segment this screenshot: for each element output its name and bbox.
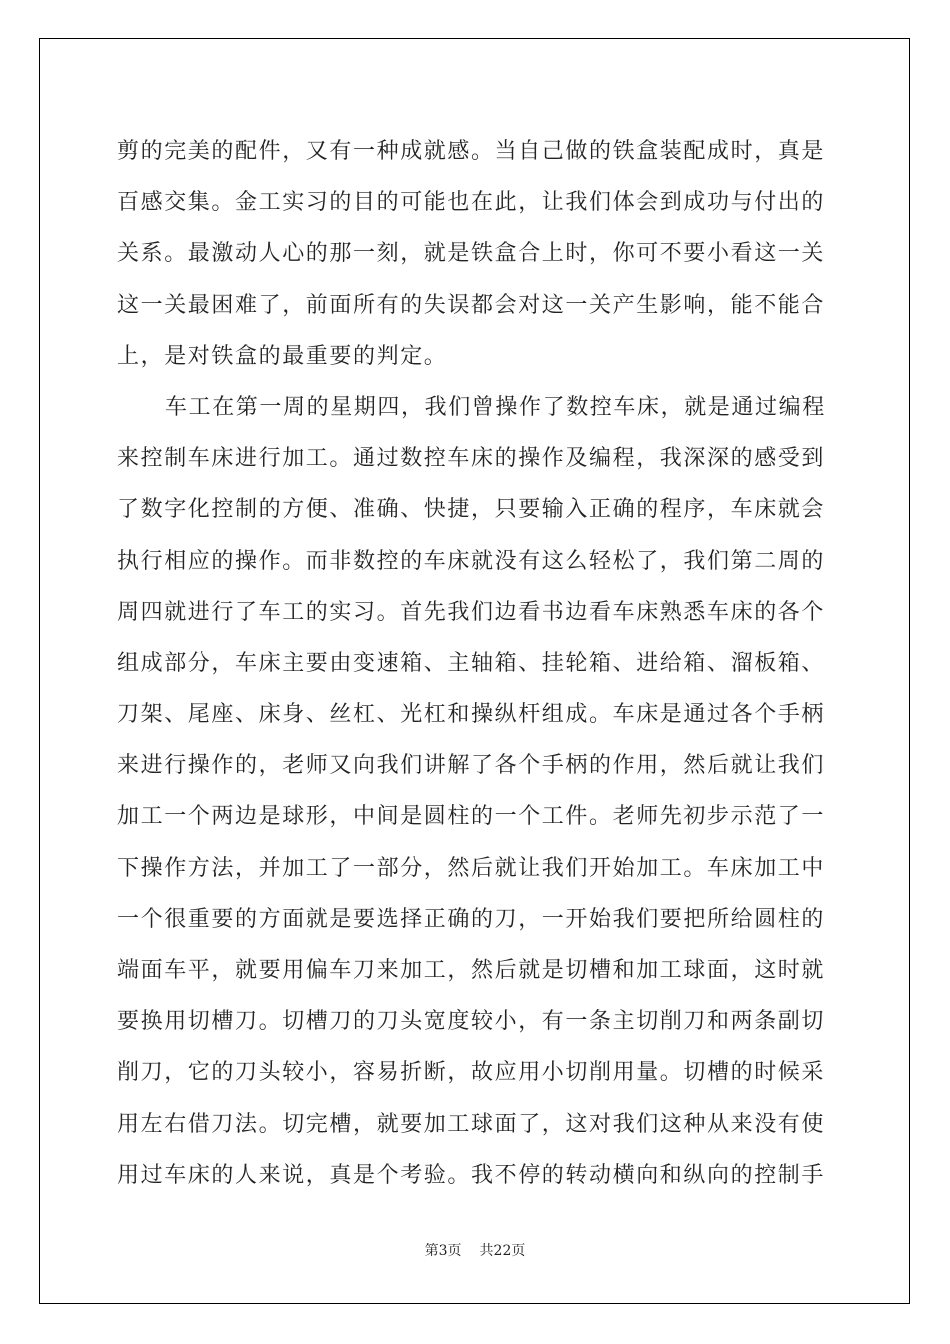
text-line: 来控制车床进行加工。通过数控车床的操作及编程，我深深的感受到 <box>117 446 826 472</box>
text-line: 周四就进行了车工的实习。首先我们边看书边看车床熟悉车床的各个 <box>117 599 826 625</box>
text-line: 上，是对铁盒的最重要的判定。 <box>117 343 448 369</box>
page-number: 第3页 <box>424 1243 462 1259</box>
page-total: 共22页 <box>479 1243 526 1259</box>
text-line: 用左右借刀法。切完槽，就要加工球面了，这对我们这种从来没有使 <box>117 1111 826 1137</box>
paragraph <box>117 126 833 382</box>
text-line: 剪的完美的配件，又有一种成就感。当自己做的铁盒装配成时，真是 <box>117 139 826 164</box>
text-line: 来进行操作的，老师又向我们讲解了各个手柄的作用，然后就让我们 <box>117 753 826 779</box>
text-line: 端面车平，就要用偏车刀来加工，然后就是切槽和加工球面，这时就 <box>117 958 826 983</box>
text-line: 百感交集。金工实习的目的可能也在此，让我们体会到成功与付出的 <box>117 190 826 216</box>
text-line: 要换用切槽刀。切槽刀的刀头宽度较小，有一条主切削刀和两条副切 <box>117 1009 826 1035</box>
text-line: 削刀，它的刀头较小，容易折断，故应用小切削用量。切槽的时候采 <box>117 1060 826 1086</box>
document-body <box>117 126 833 1201</box>
text-line: 一个很重要的方面就是要选择正确的刀，一开始我们要把所给圆柱的 <box>117 906 826 932</box>
paragraph <box>117 382 833 1201</box>
text-line: 车工在第一周的星期四，我们曾操作了数控车床，就是通过编程 <box>165 394 826 420</box>
text-line: 执行相应的操作。而非数控的车床就没有这么轻松了，我们第二周的 <box>117 548 826 574</box>
text-line: 关系。最激动人心的那一刻，就是铁盒合上时，你可不要小看这一关 <box>117 241 826 267</box>
page-footer <box>0 1240 950 1260</box>
text-line: 组成部分，车床主要由变速箱、主轴箱、挂轮箱、进给箱、溜板箱、 <box>117 650 826 676</box>
text-line: 加工一个两边是球形，中间是圆柱的一个工件。老师先初步示范了一 <box>117 804 826 830</box>
text-line: 用过车床的人来说，真是个考验。我不停的转动横向和纵向的控制手 <box>117 1162 826 1188</box>
text-line: 了数字化控制的方便、准确、快捷，只要输入正确的程序，车床就会 <box>117 497 826 523</box>
text-line: 刀架、尾座、床身、丝杠、光杠和操纵杆组成。车床是通过各个手柄 <box>117 702 826 728</box>
text-line: 这一关最困难了，前面所有的失误都会对这一关产生影响，能不能合 <box>117 292 826 318</box>
text-line: 下操作方法，并加工了一部分，然后就让我们开始加工。车床加工中 <box>117 855 826 881</box>
